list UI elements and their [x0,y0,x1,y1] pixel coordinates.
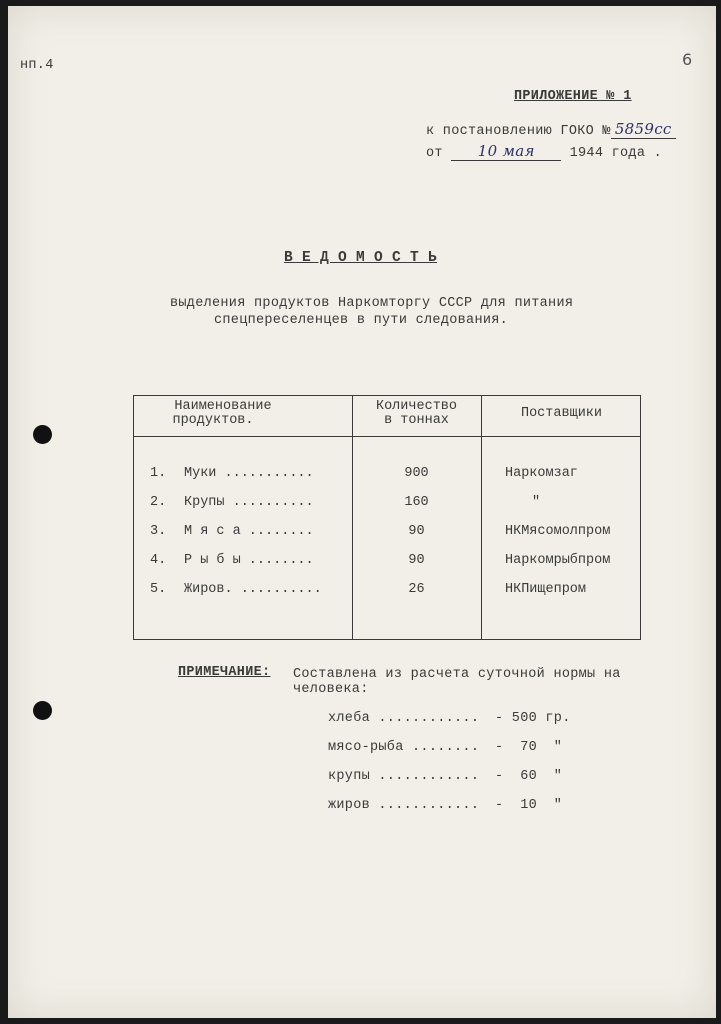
document-title: В Е Д О М О С Т Ь [284,250,438,266]
header-name [134,400,352,428]
norm-value: - 70 " [495,740,563,755]
table-row-4-num: 4. [150,553,167,568]
table-divider [481,396,482,639]
decree-number: 5859сс [611,120,676,139]
appendix-title: ПРИЛОЖЕНИЕ № 1 [514,89,632,104]
punch-hole-top [33,425,52,444]
table-row-2-num: 2. [150,495,167,510]
note-label: ПРИМЕЧАНИЕ: [178,665,271,680]
table-row-5-product: Жиров. .......... [184,582,322,597]
note-text-line1: Составлена из расчета суточной нормы на [293,667,621,682]
table-row-1-num: 1. [150,466,167,481]
header-qty-line2: в тоннах [384,413,449,428]
table-row-2-product: Крупы .......... [184,495,314,510]
date-prefix: от [426,146,443,161]
header-supplier: Поставщики [520,406,602,421]
table-row-3-product: М я с а ........ [184,524,314,539]
norm-value: - 500 гр. [495,711,571,726]
document-page [8,6,716,1018]
table-row-3-qty: 90 [408,524,425,539]
table-row-4-qty: 90 [408,553,425,568]
header-qty-line1: Количество [375,399,457,414]
date-suffix: 1944 года . [569,146,663,161]
header-quantity [352,400,481,428]
header-name-line2: продуктов. [172,413,254,428]
appendix-line1 [426,120,676,139]
table-row-5-num: 5. [150,582,167,597]
table-row-5-supplier: НКПищепром [505,582,587,597]
header-name-line1: Наименование [174,399,272,414]
table-row-1-qty: 900 [404,466,429,481]
date-handwritten: 10 мая [451,142,561,161]
norm-item: хлеба ............ [328,711,480,726]
norm-item: мясо-рыба ........ [328,740,480,755]
subtitle-line2: спецпереселенцев в пути следования. [214,313,509,328]
table-row-2-supplier: " [532,495,541,510]
table-divider [352,396,353,639]
norm-item: крупы ............ [328,769,480,784]
page-number: 6 [682,50,693,69]
table-row-5-qty: 26 [408,582,425,597]
table-row-1-product: Муки ........... [184,466,314,481]
table-row-4-supplier: Наркомрыбпром [505,553,611,568]
table-row-3-supplier: НКМясомолпром [505,524,611,539]
table-row-4-product: Р ы б ы ........ [184,553,314,568]
table-row-1-supplier: Наркомзаг [505,466,578,481]
subtitle-line1: выделения продуктов Наркомторгу СССР для питания [170,296,574,311]
decree-prefix: к постановлению ГОКО № [426,124,611,139]
punch-hole-bottom [33,701,52,720]
note-text-line2: человека: [293,682,369,697]
table-row-3-num: 3. [150,524,167,539]
norm-item: жиров ............ [328,798,480,813]
corner-note: нп.4 [20,58,54,73]
norm-value: - 60 " [495,769,563,784]
table-row-2-qty: 160 [404,495,429,510]
norm-value: - 10 " [495,798,563,813]
header-divider [134,436,640,437]
products-table [133,395,641,640]
appendix-line2 [426,142,662,161]
